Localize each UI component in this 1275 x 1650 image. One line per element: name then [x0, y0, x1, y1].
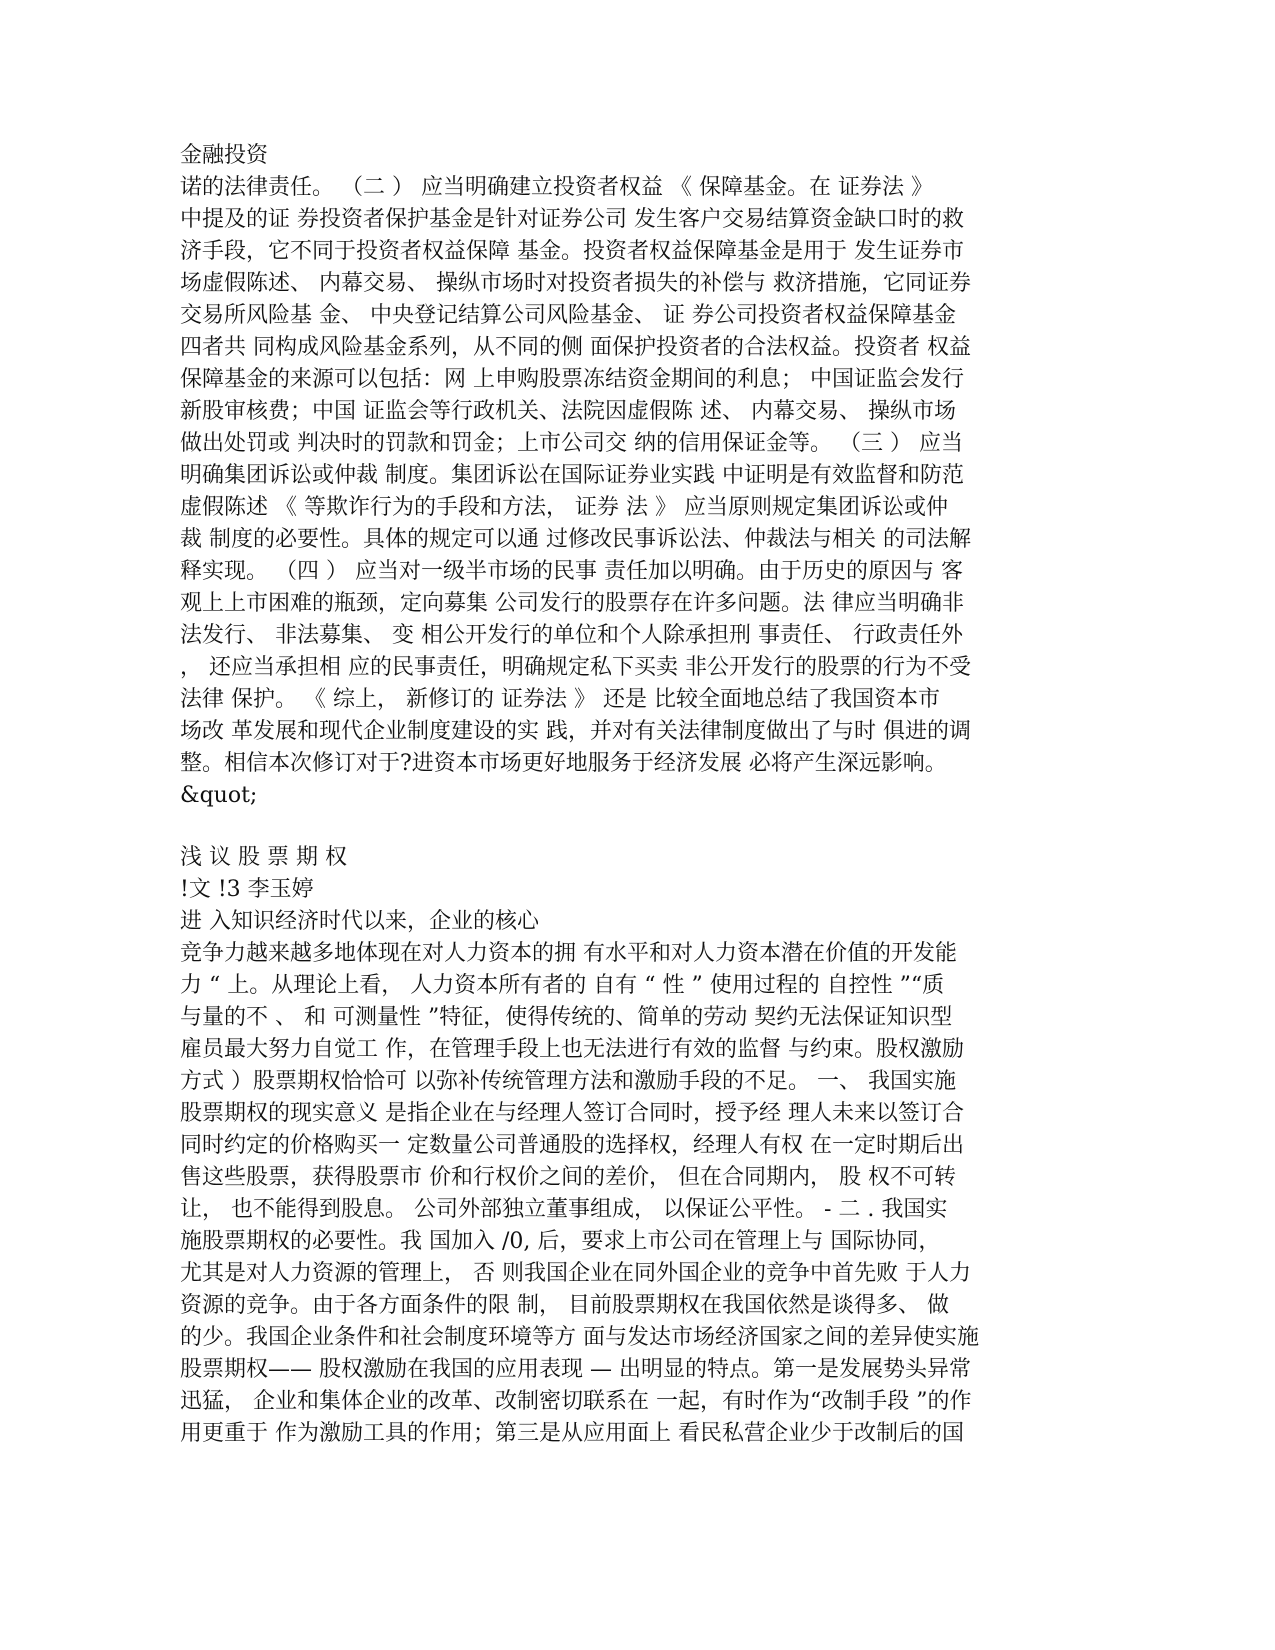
body-text-line: 明确集团诉讼或仲裁 制度。集团诉讼在国际证券业实践 中证明是有效监督和防范 [180, 463, 964, 488]
body-text-line: 法发行、 非法募集、 变 相公开发行的单位和个人除承担刑 事责任、 行政责任外 [180, 623, 963, 648]
body-text-line: 的少。我国企业条件和社会制度环境等方 面与发达市场经济国家之间的差异使实施 [180, 1325, 979, 1350]
body-text-line: 场改 革发展和现代企业制度建设的实 践，并对有关法律制度做出了与时 俱进的调 [180, 719, 971, 744]
body-text-line: 方式 ）股票期权恰恰可 以弥补传统管理方法和激励手段的不足。 一、 我国实施 [180, 1069, 956, 1094]
body-text-line: 股票期权—— 股权激励在我国的应用表现 — 出明显的特点。第一是发展势头异常 [180, 1357, 971, 1382]
body-text-line: 释实现。 （四 ） 应当对一级半市场的民事 责任加以明确。由于历史的原因与 客 [180, 559, 963, 584]
body-text-line: 虚假陈述 《 等欺诈行为的手段和方法， 证券 法 》 应当原则规定集团诉讼或仲 [180, 495, 948, 520]
body-text-line: 售这些股票，获得股票市 价和行权价之间的差价， 但在合同期内， 股 权不可转 [180, 1165, 956, 1190]
body-text-line: 资源的竞争。由于各方面条件的限 制， 目前股票期权在我国依然是谈得多、 做 [180, 1293, 949, 1318]
body-text-line: 竞争力越来越多地体现在对人力资本的拥 有水平和对人力资本潜在价值的开发能 [180, 941, 957, 966]
body-text-line: 济手段，它不同于投资者权益保障 基金。投资者权益保障基金是用于 发生证券市 [180, 239, 964, 264]
section-gap [180, 812, 1060, 842]
section-1-body [180, 172, 1060, 812]
body-text-line: 场虚假陈述、 内幕交易、 操纵市场时对投资者损失的补偿与 救济措施，它同证券 [180, 271, 971, 296]
body-text-line: 迅猛， 企业和集体企业的改革、改制密切联系在 一起，有时作为“改制手段 ”的作 [180, 1389, 972, 1414]
body-text-line: 观上上市困难的瓶颈，定向募集 公司发行的股票存在许多问题。法 律应当明确非 [180, 591, 964, 616]
body-text-line: 法律 保护。 《 综上， 新修订的 证券法 》 还是 比较全面地总结了我国资本市 [180, 687, 940, 712]
body-text-line: 同时约定的价格购买一 定数量公司普通股的选择权，经理人有权 在一定时期后出 [180, 1133, 964, 1158]
body-text-line: 四者共 同构成风险基金系列，从不同的侧 面保护投资者的合法权益。投资者 权益 [180, 335, 971, 360]
body-text-line: 裁 制度的必要性。具体的规定可以通 过修改民事诉讼法、仲裁法与相关 的司法解 [180, 527, 971, 552]
article-title: 浅 议 股 票 期 权 [180, 845, 347, 870]
article-byline: !文 !3 李玉婷 [180, 877, 314, 902]
body-text-line: 交易所风险基 金、 中央登记结算公司风险基金、 证 券公司投资者权益保障基金 [180, 303, 956, 328]
body-text-line: 进 入知识经济时代以来，企业的核心 [180, 909, 539, 934]
document-page [180, 140, 1060, 1450]
body-text-line: 施股票期权的必要性。我 国加入 /0, 后，要求上市公司在管理上与 国际协同， [180, 1229, 941, 1254]
body-text-line: 新股审核费；中国 证监会等行政机关、法院因虚假陈 述、 内幕交易、 操纵市场 [180, 399, 956, 424]
section-2-body [180, 906, 1060, 1450]
body-text-line: 诺的法律责任。 （二 ） 应当明确建立投资者权益 《 保障基金。在 证券法 》 [180, 175, 933, 200]
body-text-line: 雇员最大努力自觉工 作，在管理手段上也无法进行有效的监督 与约束。股权激励 [180, 1037, 964, 1062]
body-text-line: 中提及的证 券投资者保护基金是针对证券公司 发生客户交易结算资金缺口时的救 [180, 207, 964, 232]
body-text-line: 保障基金的来源可以包括：网 上申购股票冻结资金期间的利息； 中国证监会发行 [180, 367, 964, 392]
body-text-line: 股票期权的现实意义 是指企业在与经理人签订合同时，授予经 理人未来以签订合 [180, 1101, 964, 1126]
body-text-line: 用更重于 作为激励工具的作用；第三是从应用面上 看民私营企业少于改制后的国 [180, 1421, 964, 1446]
body-text-line: 整。相信本次修订对于?进资本市场更好地服务于经济发展 必将产生深远影响。 [180, 751, 947, 776]
body-text-line: 尤其是对人力资源的管理上， 否 则我国企业在同外国企业的竞争中首先败 于人力 [180, 1261, 971, 1286]
body-text-line: &quot; [180, 783, 258, 808]
body-text-line: 让， 也不能得到股息。 公司外部独立董事组成， 以保证公平性。 - 二 . 我国实 [180, 1197, 948, 1222]
body-text-line: ， 还应当承担相 应的民事责任，明确规定私下买卖 非公开发行的股票的行为不受 [180, 655, 971, 680]
body-text-line: 做出处罚或 判决时的罚款和罚金；上市公司交 纳的信用保证金等。 （三 ） 应当 [180, 431, 963, 456]
body-text-line: 力 “ 上。从理论上看， 人力资本所有者的 自有 “ 性 ” 使用过程的 自控性 ”“质 [180, 973, 945, 998]
section-title: 金融投资 [180, 143, 269, 168]
body-text-line: 与量的不 、 和 可测量性 ”特征，使得传统的、简单的劳动 契约无法保证知识型 [180, 1005, 953, 1030]
